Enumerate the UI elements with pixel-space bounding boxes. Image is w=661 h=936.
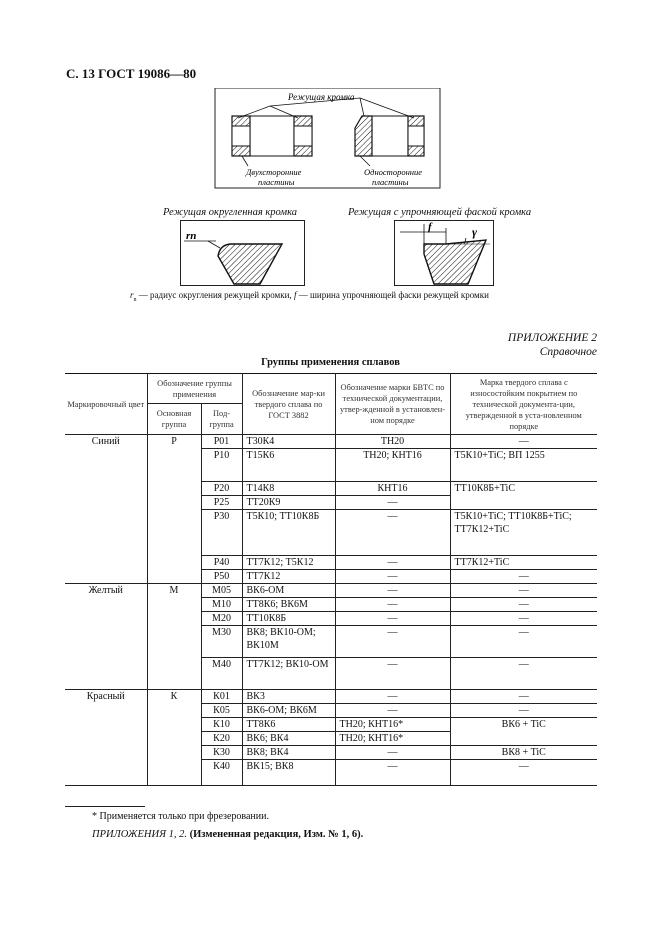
table-title: Группы применения сплавов <box>261 357 400 368</box>
subgroup-cell: P40 <box>201 556 242 570</box>
alloy-cell: Т14К8 <box>242 482 335 496</box>
double-label-2: пластины <box>258 177 295 187</box>
coated-cell: — <box>450 570 597 584</box>
alloy-cell: ВК15; ВК8 <box>242 760 335 786</box>
coated-cell: — <box>450 690 597 704</box>
subgroup-cell: P25 <box>201 496 242 510</box>
amendment-note <box>92 829 363 840</box>
alloy-cell: ТТ8К6; ВК6М <box>242 598 335 612</box>
header-subgroup: Под-группа <box>201 404 242 435</box>
caption-chamfer: Режущая с упрочняющей фаской кромка <box>348 207 532 218</box>
btvs-cell: — <box>335 704 450 718</box>
coated-cell: ВК6 + TiC <box>450 718 597 746</box>
footnote-divider <box>65 806 145 807</box>
alloy-cell: Т15К6 <box>242 449 335 482</box>
subgroup-cell: М10 <box>201 598 242 612</box>
coated-cell: — <box>450 435 597 449</box>
coated-cell: — <box>450 584 597 598</box>
alloy-cell: ВК6-ОМ <box>242 584 335 598</box>
single-label-2: пластины <box>372 177 409 187</box>
subgroup-cell: P01 <box>201 435 242 449</box>
alloy-cell: ТТ7К12; Т5К12 <box>242 556 335 570</box>
subgroup-cell: К40 <box>201 760 242 786</box>
table-row <box>65 584 597 598</box>
amendment-prefix: ПРИЛОЖЕНИЯ 1, 2. <box>92 829 187 840</box>
subgroup-cell: К01 <box>201 690 242 704</box>
header-group-designation: Обозначение группы применения <box>147 374 242 404</box>
header-coated: Марка твердого сплава с износостойким покрытием по технической документа-ции, утвержденной в уста-новленном порядке <box>450 374 597 435</box>
btvs-cell: ТН20; КНТ16 <box>335 449 450 482</box>
rounded-edge-figure <box>180 220 305 286</box>
subgroup-cell: P50 <box>201 570 242 584</box>
alloy-cell: ТТ10К8Б <box>242 612 335 626</box>
alloy-cell: ВК3 <box>242 690 335 704</box>
alloy-cell: ВК8; ВК4 <box>242 746 335 760</box>
coated-cell: — <box>450 612 597 626</box>
subgroup-cell: М05 <box>201 584 242 598</box>
alloy-cell: ТТ7К12; ВК10-ОМ <box>242 658 335 690</box>
coated-cell: ТТ10К8Б+TiC <box>450 482 597 510</box>
appendix-heading <box>508 331 597 359</box>
alloy-cell: ВК8; ВК10-ОМ; ВК10М <box>242 626 335 658</box>
btvs-cell: — <box>335 658 450 690</box>
footnote: * Применяется только при фрезеровании. <box>92 811 269 822</box>
header-btvs: Обозначение марки БВТС по технической документации, утвер-жденной в установлен-ном порядке <box>335 374 450 435</box>
btvs-cell: — <box>335 510 450 556</box>
appendix-subtitle: Справочное <box>539 346 597 358</box>
coated-cell: Т5К10+TiC; ВП 1255 <box>450 449 597 482</box>
color-cell: Желтый <box>65 584 147 690</box>
coated-cell: — <box>450 598 597 612</box>
coated-cell: — <box>450 626 597 658</box>
main-group-cell: Р <box>147 435 201 584</box>
edge-label: Режущая кромка <box>288 92 355 102</box>
coated-cell: — <box>450 658 597 690</box>
caption-rounded: Режущая округленная кромка <box>163 207 297 218</box>
alloy-cell: ТТ7К12 <box>242 570 335 584</box>
table-row <box>65 690 597 704</box>
subgroup-cell: К20 <box>201 732 242 746</box>
coated-cell: ТТ7К12+TiC <box>450 556 597 570</box>
btvs-cell: — <box>335 746 450 760</box>
btvs-cell: КНТ16 <box>335 482 450 496</box>
main-group-cell: К <box>147 690 201 786</box>
btvs-cell: — <box>335 496 450 510</box>
color-cell: Синий <box>65 435 147 584</box>
page-header: С. 13 ГОСТ 19086—80 <box>66 66 197 81</box>
f-label: f <box>428 221 432 233</box>
subgroup-cell: М40 <box>201 658 242 690</box>
btvs-cell: ТН20 <box>335 435 450 449</box>
header-main-group: Основная группа <box>147 404 201 435</box>
figure-legend: $r_n$ — радиус округления режущей кромки, f — ширина упрочняющей фаски режущей кромки <box>130 290 489 303</box>
subgroup-cell: P10 <box>201 449 242 482</box>
subgroup-cell: К10 <box>201 718 242 732</box>
coated-cell: Т5К10+TiC; ТТ10К8Б+TiC; ТТ7К12+TiC <box>450 510 597 556</box>
alloy-cell: Т30К4 <box>242 435 335 449</box>
inserts-figure <box>210 88 450 198</box>
alloy-cell: Т5К10; ТТ10К8Б <box>242 510 335 556</box>
subgroup-cell: К05 <box>201 704 242 718</box>
header-color: Маркировочный цвет <box>65 374 147 435</box>
table-row <box>65 435 597 449</box>
btvs-cell: — <box>335 612 450 626</box>
btvs-cell: — <box>335 598 450 612</box>
coated-cell: — <box>450 760 597 786</box>
double-label-1: Двухсторонние <box>246 167 302 177</box>
btvs-cell: ТН20; КНТ16* <box>335 732 450 746</box>
amendment-text: (Измененная редакция, Изм. № 1, 6). <box>186 829 364 840</box>
chamfer-edge-figure <box>394 220 494 286</box>
color-cell: Красный <box>65 690 147 786</box>
btvs-cell: — <box>335 570 450 584</box>
header-hard-alloy: Обозначение мар-ки твердого сплава по ГОСТ 3882 <box>242 374 335 435</box>
btvs-cell: — <box>335 626 450 658</box>
alloy-cell: ВК6-ОМ; ВК6М <box>242 704 335 718</box>
subgroup-cell: P30 <box>201 510 242 556</box>
main-group-cell: М <box>147 584 201 690</box>
alloy-groups-table <box>65 373 597 786</box>
subgroup-cell: К30 <box>201 746 242 760</box>
single-label-1: Односторонние <box>364 167 423 177</box>
btvs-cell: — <box>335 690 450 704</box>
btvs-cell: ТН20; КНТ16* <box>335 718 450 732</box>
alloy-cell: ТТ8К6 <box>242 718 335 732</box>
coated-cell: ВК8 + TiC <box>450 746 597 760</box>
alloy-cell: ТТ20К9 <box>242 496 335 510</box>
btvs-cell: — <box>335 584 450 598</box>
single-insert-left <box>355 116 372 156</box>
coated-cell: — <box>450 704 597 718</box>
btvs-cell: — <box>335 760 450 786</box>
alloy-cell: ВК6; ВК4 <box>242 732 335 746</box>
subgroup-cell: P20 <box>201 482 242 496</box>
rn-label: rn <box>186 230 197 242</box>
btvs-cell: — <box>335 556 450 570</box>
gamma-label: γ <box>472 225 477 239</box>
subgroup-cell: М20 <box>201 612 242 626</box>
subgroup-cell: М30 <box>201 626 242 658</box>
appendix-title: ПРИЛОЖЕНИЕ 2 <box>507 332 597 344</box>
